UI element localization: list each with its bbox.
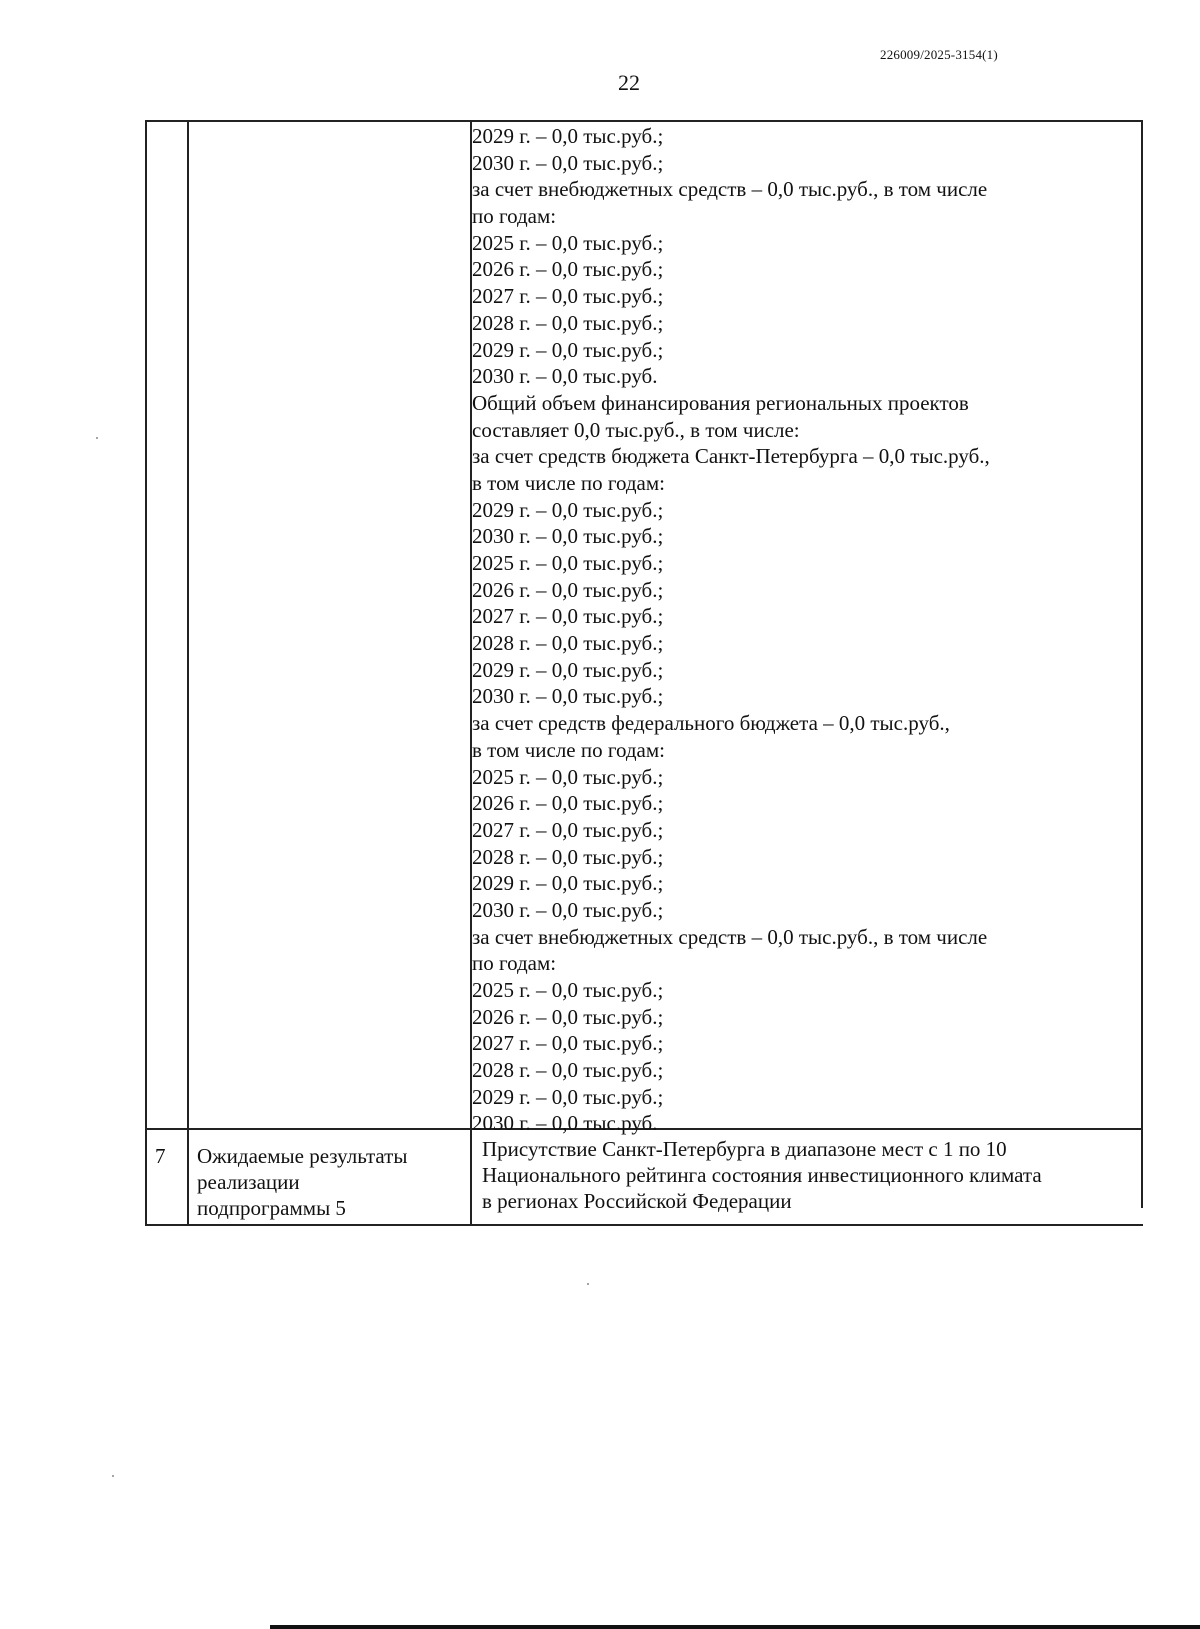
table-bottom-border xyxy=(145,1224,1143,1226)
text-line: 2028 г. – 0,0 тыс.руб.; xyxy=(472,844,664,869)
text-line: по годам: xyxy=(472,951,557,976)
scan-speck xyxy=(96,437,98,439)
row-value xyxy=(482,1136,1042,1214)
text-line: 2029 г. – 0,0 тыс.руб.; xyxy=(472,337,664,362)
text-line: 2025 г. – 0,0 тыс.руб.; xyxy=(472,551,664,575)
financing-cell xyxy=(472,123,990,1137)
value-line: в регионах Российской Федерации xyxy=(482,1189,792,1213)
text-line: 2027 г. – 0,0 тыс.руб.; xyxy=(472,284,664,309)
text-line: 2030 г. – 0,0 тыс.руб. xyxy=(472,364,658,389)
scan-speck xyxy=(112,1475,114,1477)
text-line: 2026 г. – 0,0 тыс.руб.; xyxy=(472,577,664,602)
text-line: 2025 г. – 0,0 тыс.руб.; xyxy=(472,978,664,1002)
text-line: 2030 г. – 0,0 тыс.руб.; xyxy=(472,897,664,922)
label-line: подпрограммы 5 xyxy=(197,1196,346,1220)
text-line: 2028 г. – 0,0 тыс.руб.; xyxy=(472,631,664,656)
text-line: 2029 г. – 0,0 тыс.руб.; xyxy=(472,124,664,148)
text-line: за счет средств федерального бюджета – 0,0 тыс.руб., xyxy=(472,711,950,736)
text-line: 2027 г. – 0,0 тыс.руб.; xyxy=(472,604,664,629)
text-line: 2029 г. – 0,0 тыс.руб.; xyxy=(472,497,664,522)
text-line: за счет средств бюджета Санкт-Петербурга – 0,0 тыс.руб., xyxy=(472,444,990,469)
text-line: 2026 г. – 0,0 тыс.руб.; xyxy=(472,791,664,816)
text-line: 2027 г. – 0,0 тыс.руб.; xyxy=(472,1031,664,1056)
text-line: по годам: xyxy=(472,204,557,229)
text-line: 2030 г. – 0,0 тыс.руб. xyxy=(472,1111,658,1136)
text-line: 2028 г. – 0,0 тыс.руб.; xyxy=(472,1058,664,1083)
text-line: 2030 г. – 0,0 тыс.руб.; xyxy=(472,150,664,175)
column-divider-1 xyxy=(187,120,189,1225)
scan-edge-bar xyxy=(270,1625,1200,1629)
text-line: в том числе по годам: xyxy=(472,737,665,762)
text-line: за счет внебюджетных средств – 0,0 тыс.руб., в том числе xyxy=(472,924,988,949)
value-line: Присутствие Санкт-Петербурга в диапазоне мест с 1 по 10 xyxy=(482,1137,1007,1161)
text-line: Общий объем финансирования региональных проектов xyxy=(472,390,969,415)
doc-number: 226009/2025-3154(1) xyxy=(880,47,998,62)
text-line: составляет 0,0 тыс.руб., в том числе: xyxy=(472,417,800,442)
text-line: 2025 г. – 0,0 тыс.руб.; xyxy=(472,764,664,789)
text-line: 2027 г. – 0,0 тыс.руб.; xyxy=(472,817,664,842)
text-line: за счет внебюджетных средств – 0,0 тыс.руб., в том числе xyxy=(472,177,988,202)
text-line: 2028 г. – 0,0 тыс.руб.; xyxy=(472,310,664,335)
row-label xyxy=(197,1143,407,1221)
text-line: 2029 г. – 0,0 тыс.руб.; xyxy=(472,657,664,682)
value-line: Национального рейтинга состояния инвестиционного климата xyxy=(482,1163,1042,1187)
table-right-border xyxy=(1141,120,1143,1208)
text-line: 2026 г. – 0,0 тыс.руб.; xyxy=(472,257,664,282)
text-line: 2029 г. – 0,0 тыс.руб.; xyxy=(472,871,664,896)
text-line: 2025 г. – 0,0 тыс.руб.; xyxy=(472,230,664,255)
label-line: реализации xyxy=(197,1170,300,1194)
page-number: 22 xyxy=(618,70,640,95)
table-left-border xyxy=(145,120,147,1225)
text-line: 2030 г. – 0,0 тыс.руб.; xyxy=(472,524,664,549)
text-line: 2029 г. – 0,0 тыс.руб.; xyxy=(472,1084,664,1109)
text-line: 2030 г. – 0,0 тыс.руб.; xyxy=(472,684,664,709)
row-number: 7 xyxy=(155,1144,166,1168)
text-line: 2026 г. – 0,0 тыс.руб.; xyxy=(472,1004,664,1029)
text-line: в том числе по годам: xyxy=(472,470,665,495)
label-line: Ожидаемые результаты xyxy=(197,1144,408,1168)
table-top-border xyxy=(145,120,1143,122)
scan-speck xyxy=(587,1283,589,1285)
